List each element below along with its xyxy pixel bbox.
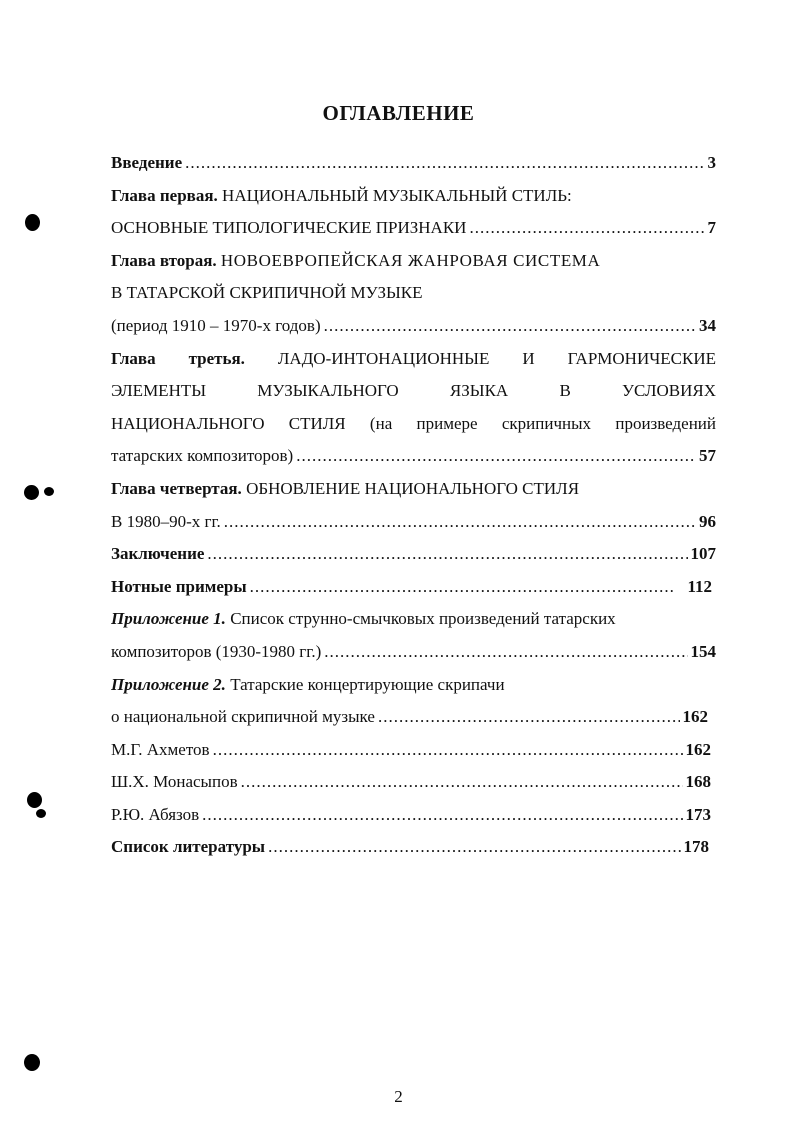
toc-page: 34 [699,315,716,335]
toc-entry-akhmetov [111,734,711,767]
toc-entry-ch2-line2 [111,277,716,310]
page-number: 2 [394,1087,403,1106]
toc-text [111,473,579,506]
leader-dots [324,636,687,669]
scan-dot [24,1054,40,1071]
toc-page: 3 [707,153,716,172]
toc-entry-app2-line1 [111,669,716,702]
toc-title: Список струнно-смычковых произведений татарских [230,609,616,629]
leader-dots [250,571,677,604]
toc-page: 154 [690,641,716,661]
scan-dot [36,809,46,818]
toc-page: 96 [699,511,716,531]
toc-entry-ch2-line3 [111,310,716,343]
toc-page: 107 [690,544,716,564]
toc-text [111,180,572,213]
toc-entry-monasypov [111,766,711,799]
toc-entry-app1-line1 [111,603,716,636]
toc-page: 162 [682,707,708,727]
toc-entry-ch1-line2 [111,212,716,245]
toc-entry-ch3-line1 [111,343,716,376]
toc-label: Глава четвертая. [111,478,242,498]
toc-entry-app1-line2 [111,636,716,669]
leader-dots [469,212,704,245]
toc-title: Татарские концертирующие скрипачи [230,674,505,694]
toc-entry-abyazov [111,799,711,832]
scan-dot [44,487,54,496]
toc-entry-ch4-line2 [111,506,716,539]
toc-title: композиторов (1930-1980 гг.) [111,641,322,661]
toc-title: ОБНОВЛЕНИЕ НАЦИОНАЛЬНОГО СТИЛЯ [246,478,580,498]
toc-entry-conclusion [111,538,716,571]
scan-dot [24,485,39,500]
toc-entry-ch3-line3 [111,408,716,441]
toc-title: М.Г. Ахметов [111,739,210,759]
toc-entry-ch4-line1 [111,473,716,506]
toc-page: 162 [685,739,711,759]
toc-label: Нотные примеры [111,576,247,596]
leader-dots [324,310,696,343]
toc-page: 57 [699,446,716,466]
toc-entry-app2-line2 [111,701,708,734]
leader-dots [185,147,704,180]
toc-title: татарских композиторов) [111,446,294,466]
toc-title: НОВОЕВРОПЕЙСКАЯ ЖАНРОВАЯ СИСТЕМА [220,250,601,270]
toc-title: (период 1910 – 1970-х годов) [111,315,321,335]
toc-entry-examples [111,571,716,604]
toc-text [111,669,505,702]
scan-dot [27,792,42,808]
toc-title: В ТАТАРСКОЙ СКРИПИЧНОЙ МУЗЫКЕ [111,283,423,303]
toc-title: ЛАДО-ИНТОНАЦИОННЫЕ И ГАРМОНИЧЕСКИЕ [277,348,716,368]
toc-label: Глава первая. [111,185,218,205]
leader-dots [224,506,696,539]
table-of-contents [111,147,716,864]
toc-label: Приложение 2. [111,674,226,694]
toc-label: Глава вторая. [111,250,217,270]
toc-page: 112 [687,576,712,596]
toc-title: ЭЛЕМЕНТЫ МУЗЫКАЛЬНОГО ЯЗЫКА В УСЛОВИЯХ [111,381,716,401]
toc-entry-ch3-line4 [111,440,716,473]
toc-page: 178 [683,837,709,857]
toc-label: Приложение 1. [111,609,226,629]
toc-text [111,343,716,376]
scan-dot [25,214,40,231]
toc-title: Ш.Х. Монасыпов [111,772,238,792]
leader-dots [213,734,683,767]
toc-label: Заключение [111,544,205,564]
leader-dots [241,766,683,799]
leader-dots [202,799,682,832]
toc-entry-ch3-line2 [111,375,716,408]
toc-label: Глава третья. [111,348,245,368]
toc-page: 7 [707,218,716,238]
toc-entry-literature [111,831,709,864]
leader-dots [207,538,687,571]
toc-title: о национальной скрипичной музыке [111,707,375,727]
toc-entry-intro [111,147,716,180]
toc-title: ОСНОВНЫЕ ТИПОЛОГИЧЕСКИЕ ПРИЗНАКИ [111,218,467,238]
toc-text [111,245,600,278]
toc-title: НАЦИОНАЛЬНЫЙ МУЗЫКАЛЬНЫЙ СТИЛЬ: [222,185,572,205]
page-title: ОГЛАВЛЕНИЕ [322,101,475,125]
leader-dots [296,440,696,473]
toc-label: Список литературы [111,837,266,857]
toc-label: Введение [111,153,183,172]
toc-title: НАЦИОНАЛЬНОГО СТИЛЯ (на примере скрипичных произведений [111,413,716,433]
toc-page: 168 [685,772,711,792]
toc-entry-ch2-line1 [111,245,716,278]
toc-title: В 1980–90-х гг. [111,511,221,531]
leader-dots [268,831,680,864]
toc-page: 173 [685,804,711,824]
toc-text [111,603,616,636]
toc-title: Р.Ю. Абязов [111,804,200,824]
leader-dots [378,701,680,734]
toc-entry-ch1-line1 [111,180,716,213]
